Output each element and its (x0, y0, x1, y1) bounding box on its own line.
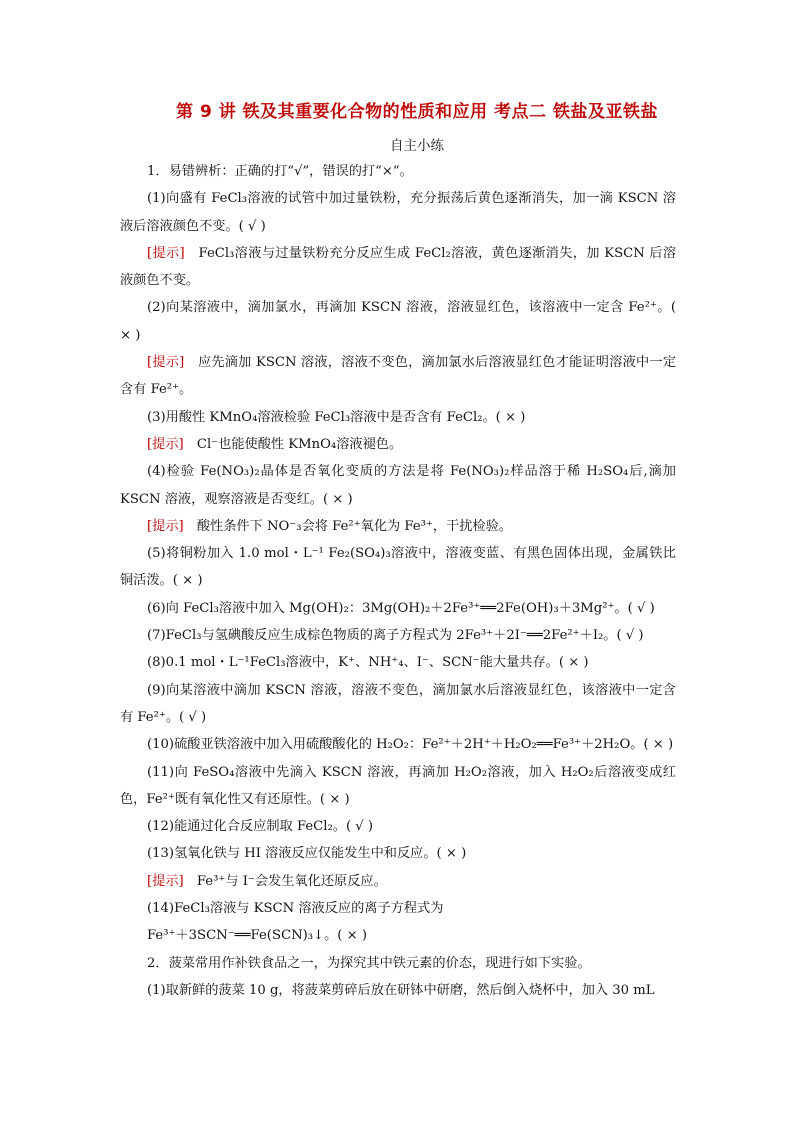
question-item-6: (6)向 FeCl₃溶液中加入 Mg(OH)₂：3Mg(OH)₂＋2Fe³⁺══2Fe(OH)₃＋3Mg²⁺。( √ ) (147, 600, 655, 616)
question-item-8: (8)0.1 mol・L⁻¹FeCl₃溶液中，K⁺、NH⁺₄、I⁻、SCN⁻能大量共存。( × ) (147, 655, 589, 671)
document-body (120, 158, 676, 1004)
question-2-intro: 2．菠菜常用作补铁食品之一，为探究其中铁元素的价态，现进行如下实验。 (147, 955, 591, 971)
hint-2: [提示] 应先滴加 KSCN 溶液，溶液不变色，滴加氯水后溶液显红色才能证明溶液中一定含有 Fe²⁺。 (120, 355, 677, 398)
equation-line: Fe³⁺＋3SCN⁻══Fe(SCN)₃↓。( × ) (147, 928, 367, 944)
question-item-13: (13)氢氧化铁与 HI 溶液反应仅能发生中和反应。( × ) (147, 846, 467, 862)
hint-4: [提示] 酸性条件下 NO⁻₃会将 Fe²⁺氧化为 Fe³⁺，干扰检验。 (147, 518, 512, 534)
question-item-4: (4)检验 Fe(NO₃)₂晶体是否氧化变质的方法是将 Fe(NO₃)₂样品溶于稀 H₂SO₄后,滴加 KSCN 溶液，观察溶液是否变红。( × ) (120, 464, 676, 507)
question-2-item-1: (1)取新鲜的菠菜 10 g，将菠菜剪碎后放在研钵中研磨，然后倒入烧杯中，加入 30 mL (147, 982, 655, 998)
question-item-14: (14)FeCl₃溶液与 KSCN 溶液反应的离子方程式为 (147, 901, 444, 917)
question-item-10: (10)硫酸亚铁溶液中加入用硫酸酸化的 H₂O₂：Fe²⁺＋2H⁺＋H₂O₂══Fe³⁺＋2H₂O。( × ) (147, 737, 674, 753)
hint-label: [提示] (147, 436, 184, 452)
hint-1: [提示] FeCl₃溶液与过量铁粉充分反应生成 FeCl₂溶液，黄色逐渐消失，加 KSCN 后溶液颜色不变。 (120, 245, 677, 289)
hint-label: [提示] (147, 518, 184, 534)
question-item-5: (5)将铜粉加入 1.0 mol・L⁻¹ Fe₂(SO₄)₃溶液中，溶液变蓝、有黑色固体出现，金属铁比铜活泼。( × ) (120, 546, 676, 589)
hint-label: [提示] (147, 355, 185, 371)
question-item-1: (1)向盛有 FeCl₃溶液的试管中加过量铁粉，充分振荡后黄色逐渐消失，加一滴 KSCN 溶液后溶液颜色不变。( √ ) (120, 191, 676, 234)
question-item-11: (11)向 FeSO₄溶液中先滴入 KSCN 溶液，再滴加 H₂O₂溶液，加入 H₂O₂后溶液变成红色，Fe²⁺既有氧化性又有还原性。( × ) (120, 764, 676, 807)
section-subtitle: 自主小练 (390, 138, 444, 154)
question-item-7: (7)FeCl₃与氢碘酸反应生成棕色物质的离子方程式为 2Fe³⁺＋2I⁻══2Fe²⁺＋I₂。( √ ) (147, 628, 644, 644)
hint-label: [提示] (147, 873, 184, 889)
hint-13: [提示] Fe³⁺与 I⁻会发生氧化还原反应。 (147, 873, 387, 889)
hint-3: [提示] Cl⁻也能使酸性 KMnO₄溶液褪色。 (147, 436, 403, 452)
question-item-12: (12)能通过化合反应制取 FeCl₂。( √ ) (147, 819, 374, 835)
question-item-9: (9)向某溶液中滴加 KSCN 溶液，溶液不变色，滴加氯水后溶液显红色，该溶液中一定含有 Fe²⁺。( √ ) (120, 682, 676, 725)
question-item-3: (3)用酸性 KMnO₄溶液检验 FeCl₃溶液中是否含有 FeCl₂。( × ) (147, 409, 526, 425)
question-intro: 1．易错辨析：正确的打“√”，错误的打“×”。 (147, 164, 413, 179)
question-item-2: (2)向某溶液中，滴加氯水，再滴加 KSCN 溶液，溶液显红色，该溶液中一定含 Fe²⁺。( × ) (120, 300, 676, 343)
page-title: 第 9 讲 铁及其重要化合物的性质和应用 考点二 铁盐及亚铁盐 (176, 102, 658, 122)
hint-label: [提示] (147, 245, 185, 261)
